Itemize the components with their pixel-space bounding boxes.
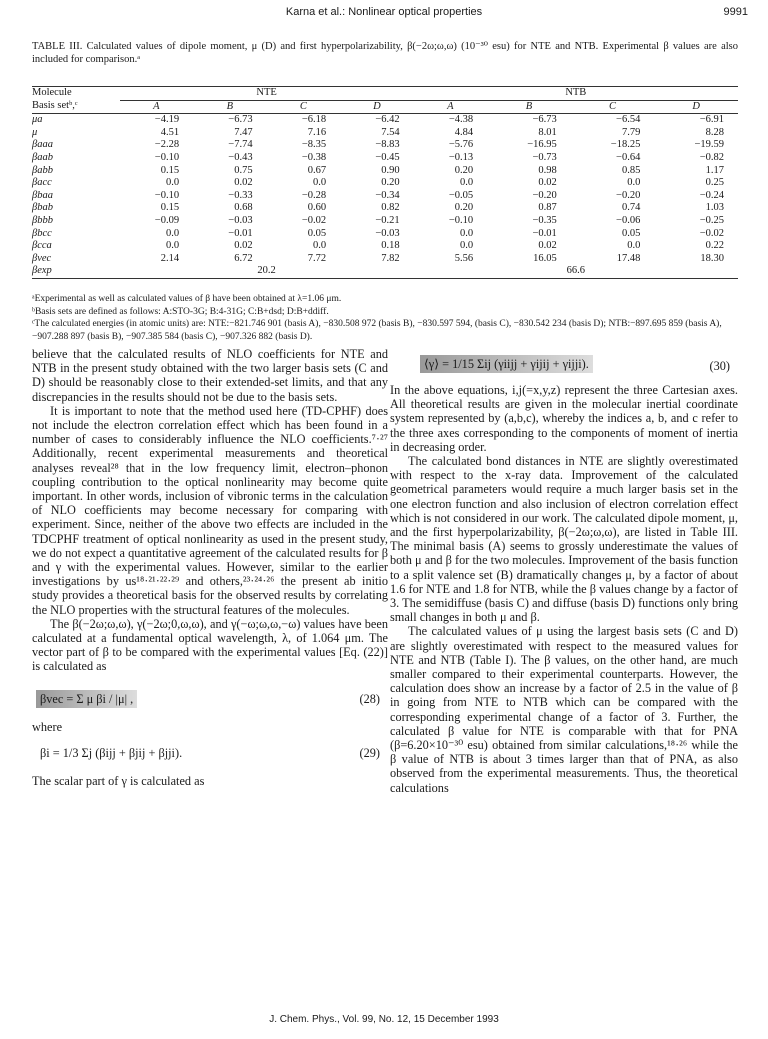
row-header-molecule: Molecule	[32, 87, 72, 99]
equation-body: βvec = Σ μ βi / |μ| ,	[36, 690, 137, 708]
paragraph: The β(−2ω;ω,ω), γ(−2ω;0,ω,ω), and γ(−ω;ω,ω,−ω) values have been calculated at a fundamental optical wavelength, λ, of 1.064 μm. The vector part of β to be compared with the experimental values [Eq. (22)] is calculated as	[32, 616, 388, 674]
table-cell: 0.05	[307, 227, 327, 239]
table-cell: −0.02	[699, 227, 724, 239]
table-cell: 0.20	[454, 202, 474, 214]
table-row	[32, 202, 738, 215]
table-cell: −6.18	[301, 114, 327, 126]
experimental-value: 20.2	[257, 265, 276, 277]
page-number: 9991	[723, 6, 748, 18]
data-table	[32, 86, 738, 279]
table-cell: −2.28	[154, 139, 180, 151]
table-cell: −6.73	[532, 114, 557, 126]
table-cell: −6.42	[375, 114, 400, 126]
table-cell: −4.19	[154, 114, 180, 126]
table-cell: 0.68	[234, 202, 253, 214]
table-footnotes	[32, 293, 738, 343]
row-label: βvec	[32, 252, 52, 264]
table-cell: −6.91	[699, 114, 724, 126]
table-cell: 0.98	[538, 164, 557, 176]
table-cell: 1.03	[705, 202, 724, 214]
table-cell: −0.38	[301, 151, 327, 163]
table-cell: 0.22	[705, 240, 724, 252]
table-cell: 18.30	[700, 252, 724, 264]
table-cell: −6.73	[228, 114, 253, 126]
table-cell: −0.28	[301, 189, 327, 201]
footnote-a: ᵃExperimental as well as calculated values of β have been obtained at λ=1.06 μm.	[32, 294, 342, 304]
equation-29	[32, 734, 388, 774]
table-cell: −19.59	[694, 139, 724, 151]
column-header: A	[153, 100, 160, 112]
table-cell: −7.74	[228, 139, 253, 151]
row-label: μa	[32, 114, 43, 126]
table-cell: 0.0	[165, 227, 180, 239]
table-cell: 0.0	[627, 177, 641, 189]
table-cell: −5.76	[448, 139, 474, 151]
table-cell: 0.20	[381, 177, 400, 189]
table-cell: 17.48	[616, 252, 641, 264]
table-cell: −0.03	[228, 214, 253, 226]
table-cell: 0.20	[454, 164, 474, 176]
equation-number: (28)	[359, 691, 380, 706]
column-header: C	[609, 100, 617, 112]
paragraph: where	[32, 719, 63, 734]
table-cell: −0.35	[532, 214, 557, 226]
table-row	[32, 139, 738, 152]
table-cell: 0.18	[381, 240, 400, 252]
table-cell: 0.0	[312, 177, 327, 189]
table-cell: 0.02	[538, 177, 557, 189]
row-label: βacc	[32, 177, 52, 189]
table-cell: −0.24	[699, 189, 724, 201]
table-row	[32, 152, 738, 165]
running-header	[0, 4, 768, 24]
experimental-value: 66.6	[566, 265, 585, 277]
table-cell: 7.54	[381, 126, 400, 138]
table-cell: 0.74	[621, 202, 641, 214]
table-cell: 0.60	[307, 202, 327, 214]
right-column	[390, 347, 738, 795]
row-label: βbbb	[32, 214, 53, 226]
table-cell: 0.02	[538, 240, 557, 252]
table-cell: −0.20	[616, 189, 641, 201]
table-cell: 0.75	[234, 164, 253, 176]
table-cell: −0.10	[154, 189, 180, 201]
table-cell: −0.05	[448, 189, 474, 201]
table-cell: 7.47	[234, 126, 253, 138]
paragraph: The calculated bond distances in NTE are slightly overestimated with respect to the x-ray data. Improvement of the calculated geometrical parameters would require a much larger basis set in the one electron function and also inclusion of electron correlation effect which is not considered in our work. The calculated dipole moment, μ, and the first hyperpolarizability, β(−2ω;ω,ω), are listed in Table III. The minimal basis (A) seems to grossly underestimate the values of both μ and β for the two molecules. Improvement of the basis function to a split valence set (B) dramatically changes μ, by a factor of about 1.6 for NTE and 1.8 for NTB, while the β values change by a factor of 3. The semidiffuse (basis C) and diffuse (basis D) functions only bring small changes in both μ and β.	[390, 454, 738, 625]
table-row-experimental	[32, 265, 738, 278]
table-cell: 0.05	[621, 227, 641, 239]
table-row	[32, 127, 738, 140]
row-label: βaaa	[32, 139, 53, 151]
equation-body: ⟨γ⟩ = 1/15 Σij (γiijj + γijij + γijji).	[420, 355, 593, 373]
equation-30	[390, 347, 738, 383]
table-cell: −0.82	[699, 151, 724, 163]
table-cell: 1.17	[705, 164, 724, 176]
table-cell: −0.06	[616, 214, 641, 226]
table-cell: 4.51	[160, 126, 180, 138]
table-cell: −8.35	[301, 139, 327, 151]
table-cell: 8.01	[538, 126, 557, 138]
table-cell: −0.09	[154, 214, 180, 226]
table-cell: 0.0	[460, 240, 474, 252]
equation-28	[32, 680, 388, 720]
table-cell: 0.90	[381, 164, 400, 176]
column-header: A	[447, 100, 454, 112]
equation-number: (30)	[709, 359, 730, 373]
row-label: βcca	[32, 240, 52, 252]
footnote-b: ᵇBasis sets are defined as follows: A:STO-3G; B:4-31G; C:B+dsd; D:B+ddiff.	[32, 306, 329, 317]
table-cell: 0.85	[621, 164, 641, 176]
table-cell: 0.25	[705, 177, 724, 189]
table-cell: 2.14	[160, 252, 180, 264]
paragraph: In the above equations, i,j(=x,y,z) represent the three Cartesian axes. All theoretical results are given in the molecular inertial coordinate system represented by (a,b,c), whereby the indices a, b, and c refer to the three axes corresponding to the components of moment of inertia in decreasing order.	[390, 383, 738, 454]
column-header: B	[525, 100, 533, 112]
row-label: βbab	[32, 202, 53, 214]
table-cell: 0.87	[538, 202, 557, 214]
table-cell: 8.28	[705, 126, 724, 138]
table-cell: −0.33	[228, 189, 253, 201]
table-cell: −0.10	[448, 214, 474, 226]
table-cell: 6.72	[234, 252, 253, 264]
paragraph: The scalar part of γ is calculated as	[32, 773, 205, 788]
row-label: βbcc	[32, 227, 52, 239]
table-cell: −0.45	[375, 151, 400, 163]
row-label: βbaa	[32, 189, 53, 201]
table-cell: 16.05	[533, 252, 557, 264]
table-cell: −0.64	[616, 151, 641, 163]
table-cell: −8.83	[375, 139, 400, 151]
group-header-ntb: NTB	[414, 87, 738, 101]
table-row	[32, 215, 738, 228]
table-cell: −0.03	[375, 227, 400, 239]
table-cell: −0.25	[699, 214, 724, 226]
row-label: βexp	[32, 265, 52, 277]
paragraph: It is important to note that the method used here (TD-CPHF) does not include the electron correlation effect which has been found in a number of cases to considerably influence the NLO coefficients.⁷·²⁷ Additionally, recent experimental measurements and theoretical analyses reveal²⁸ that in the low frequency limit, electron–phonon coupling contribution to the optical nonlinearity may become quite important. In other words, inclusion of vibronic terms in the calculation of NLO coefficients may become necessary for comparing with experiment. Since, neither of the above two effects are included in the TDCPHF treatment of optical nonlinearity as used in the present study, we do not expect a quantitative agreement of the calculated results for β and γ with the experimental values. However, similar to the earlier investigations by us¹⁸·²¹·²²·²⁹ and others,²³·²⁴·²⁶ the present ab initio study provides a theoretical basis for the observed results by correlating the NLO properties with the structural features of the molecules.	[32, 403, 388, 617]
row-label: μ	[32, 126, 38, 138]
table-row	[32, 190, 738, 203]
table-cell: 5.56	[454, 252, 474, 264]
table-caption: TABLE III. Calculated values of dipole moment, μ (D) and first hyperpolarizability, β(−2ω;ω,ω) (10⁻³⁰ esu) for NTE and NTB. Experimental β values are also included for comparison.ᵃ	[32, 41, 738, 65]
table-cell: −0.20	[532, 189, 557, 201]
column-header: B	[226, 100, 234, 112]
table-cell: 0.15	[160, 202, 180, 214]
table-body	[32, 114, 738, 279]
table-cell: −0.43	[228, 151, 253, 163]
table-cell: 7.82	[381, 252, 400, 264]
table-cell: −0.02	[301, 214, 327, 226]
table-cell: 0.15	[160, 164, 180, 176]
paragraph: believe that the calculated results of NLO coefficients for NTE and NTB in the present study obtained with the two larger basis sets (C and D) should be reasonably close to their extended-set limits, and that any discrepancies in the results should not be due to the basis sets.	[32, 347, 388, 404]
equation-body: βi = 1/3 Σj (βijj + βjij + βjji).	[40, 745, 183, 760]
table-cell: −16.95	[527, 139, 557, 151]
table-cell: 4.84	[454, 126, 474, 138]
table-cell: −0.13	[448, 151, 474, 163]
table-cell: 7.16	[307, 126, 327, 138]
table-cell: −6.54	[616, 114, 641, 126]
table-cell: −18.25	[610, 139, 641, 151]
table-cell: 0.82	[381, 202, 400, 214]
table-cell: 0.0	[165, 177, 180, 189]
table-cell: −0.34	[375, 189, 400, 201]
paragraph: The calculated values of μ using the largest basis sets (C and D) are slightly overestimated with respect to the measured values for NTE and NTB (Table I). The β values, on the other hand, are much smaller compared to their experimental counterparts. However, the calculation does show an increase by a factor of 2.5 in the value of β in going from NTE to NTB which can be compared with the corresponding experimental change of a factor of 3. Further, the calculated β value for NTE is comparable with that for PNA (β=6.20×10⁻³⁰ esu) obtained from similar calculations,¹⁸·²⁶ while the β value of NTB is about 3 times larger than that of PNA, as also observed from the experimental measurements. Thus, the theoretical calculations	[390, 624, 738, 795]
table-cell: 0.02	[234, 177, 253, 189]
group-header-nte: NTE	[120, 87, 414, 101]
column-header: C	[299, 100, 307, 112]
table-cell: −0.01	[228, 227, 253, 239]
journal-footer: J. Chem. Phys., Vol. 99, No. 12, 15 December 1993	[269, 1014, 499, 1025]
table-row	[32, 165, 738, 178]
column-header: D	[692, 100, 700, 112]
table-row	[32, 114, 738, 127]
column-header: D	[373, 100, 381, 112]
footnote-c: ᶜThe calculated energies (in atomic units) are: NTE:−821.746 901 (basis A), −830.508 972 (basis B), −830.597 594, (basis C), −830.542 234 (basis D); NTB:−897.695 859 (basis A), −907.288 897 (basis B), −907.385 584 (basis C), −907.326 882 (basis D).	[32, 319, 722, 342]
table-cell: −0.21	[375, 214, 400, 226]
table-cell: 0.67	[307, 164, 327, 176]
table-cell: 0.0	[460, 227, 474, 239]
equation-number: (29)	[359, 745, 380, 760]
row-label: βaab	[32, 151, 53, 163]
row-header-basis: Basis setᵇ,ᶜ	[32, 100, 78, 112]
running-title: Karna et al.: Nonlinear optical properties	[285, 6, 483, 18]
table-cell: 0.0	[165, 240, 180, 252]
table-cell: 7.72	[307, 252, 327, 264]
table-cell: 0.02	[234, 240, 253, 252]
table-cell: −0.73	[532, 151, 557, 163]
table-row	[32, 228, 738, 241]
table-cell: −4.38	[448, 114, 474, 126]
table-cell: 0.0	[312, 240, 327, 252]
table-cell: 7.79	[621, 126, 641, 138]
left-column	[32, 347, 388, 788]
table-cell: −0.10	[154, 151, 180, 163]
table-cell: −0.01	[532, 227, 557, 239]
table-row	[32, 240, 738, 253]
table-cell: 0.0	[627, 240, 641, 252]
table-cell: 0.0	[460, 177, 474, 189]
row-label: βabb	[32, 164, 53, 176]
table-row	[32, 177, 738, 190]
table-row	[32, 253, 738, 266]
